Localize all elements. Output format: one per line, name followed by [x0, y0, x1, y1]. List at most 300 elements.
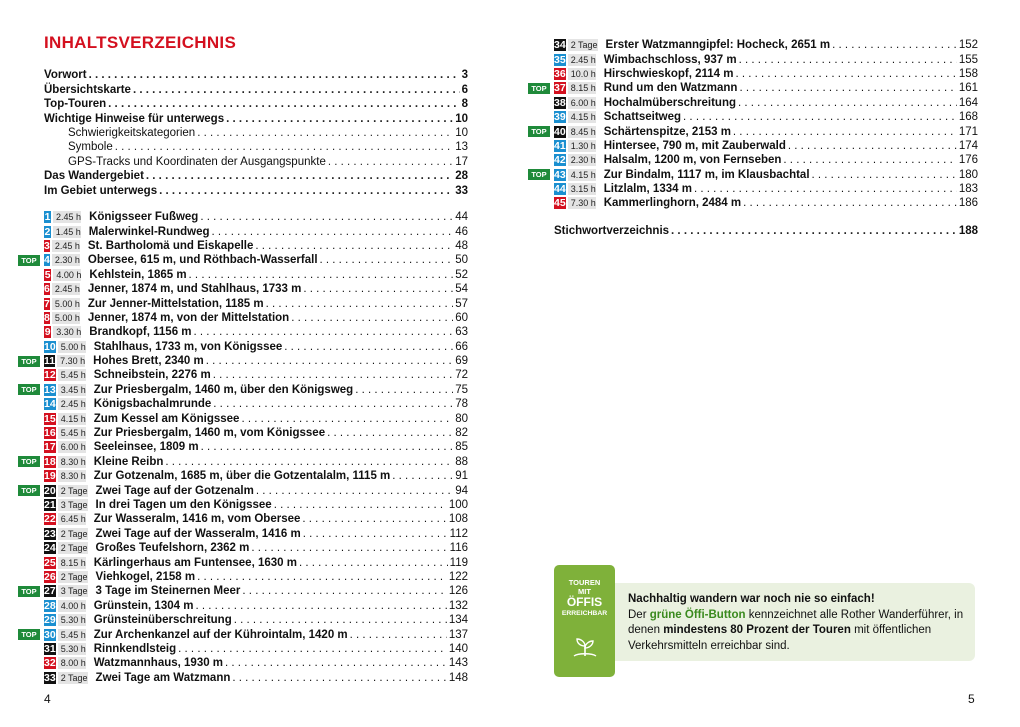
leader-dots [355, 384, 453, 396]
tour-number: 27 [44, 585, 56, 598]
tour-name: Rinnkendlsteig [93, 642, 177, 655]
tour-page: 155 [958, 53, 978, 66]
tour-page: 180 [958, 168, 978, 181]
leader-dots [812, 169, 957, 181]
page-number-left: 4 [44, 692, 51, 706]
leader-dots [743, 197, 957, 209]
tour-page: 78 [455, 398, 468, 411]
tour-name: Grünstein, 1304 m [93, 599, 194, 612]
tour-page: 100 [448, 499, 468, 511]
tour-name: Königsbachalmrunde [93, 398, 212, 411]
leader-dots [683, 111, 957, 123]
page-number-right: 5 [968, 692, 975, 706]
tour-duration: 4.00 h [58, 600, 86, 612]
tour-name: Zum Kessel am Königssee [93, 412, 240, 425]
tour-number: 36 [554, 67, 566, 80]
tour-name: Hintersee, 790 m, mit Zauberwald [603, 139, 786, 152]
tour-name: Schneibstein, 2276 m [93, 369, 211, 382]
tour-name: Zur Wasseralm, 1416 m, vom Obersee [93, 513, 301, 526]
tour-number: 5 [44, 268, 51, 281]
tour-name: Königsseer Fußweg [89, 211, 199, 224]
tour-page: 126 [448, 585, 468, 598]
tour-number: 12 [44, 369, 56, 382]
tour-page: 52 [455, 268, 468, 281]
tour-page: 72 [455, 369, 468, 382]
tour-name: Schattseitweg [603, 111, 682, 124]
tour-number: 45 [554, 197, 566, 210]
tour-entry[interactable] [44, 296, 468, 310]
tour-name: Erster Watzmanngipfel: Hocheck, 2651 m [605, 39, 831, 52]
tour-entry[interactable] [531, 168, 978, 182]
tour-page: 140 [448, 642, 468, 655]
top-tour-badge: TOP [528, 169, 550, 180]
tour-number: 19 [44, 470, 56, 483]
leader-dots [195, 600, 446, 612]
tour-number: 43 [554, 168, 566, 181]
tour-entry[interactable] [44, 656, 468, 670]
top-tour-badge: TOP [18, 456, 40, 467]
tour-page: 85 [455, 441, 468, 454]
tour-duration: 8.00 h [58, 657, 86, 669]
tour-entry[interactable] [44, 239, 468, 253]
toc-entry-label: Wichtige Hinweise für unterwegs [44, 112, 225, 125]
tour-entry[interactable] [21, 455, 468, 469]
tour-duration: 2 Tage [568, 39, 598, 51]
tour-page: 137 [448, 628, 468, 641]
tour-page: 54 [455, 283, 468, 296]
tour-duration: 2.45 h [53, 211, 81, 223]
toc-entry-label: Das Wandergebiet [44, 170, 144, 183]
leader-dots [226, 112, 453, 126]
leader-dots [242, 585, 446, 597]
leader-dots [291, 312, 453, 324]
toc-entry-label: Top-Touren [44, 98, 107, 111]
tour-name: 3 Tage im Steinernen Meer [95, 585, 241, 598]
tour-name: Kehlstein, 1865 m [89, 268, 187, 281]
leader-dots [694, 183, 957, 195]
tour-entry[interactable] [44, 210, 468, 224]
tour-name: Schärtenspitze, 2153 m [603, 125, 731, 138]
tour-number: 24 [44, 542, 56, 555]
tour-page: 112 [449, 527, 468, 540]
tour-duration: 5.00 h [52, 312, 80, 324]
leader-dots [212, 226, 454, 238]
tour-name: Wimbachschloss, 937 m [603, 53, 737, 66]
tour-entry[interactable] [21, 627, 468, 641]
leader-dots [89, 68, 460, 82]
tour-number: 4 [44, 254, 50, 267]
tour-number: 9 [44, 326, 51, 339]
tour-page: 119 [449, 556, 468, 569]
toc-entry-page: 17 [455, 155, 468, 168]
tour-page: 80 [455, 412, 468, 425]
leader-dots [302, 513, 446, 525]
tour-number: 35 [554, 53, 566, 66]
tour-entry[interactable] [44, 325, 468, 339]
tour-duration: 2 Tage [58, 528, 88, 540]
tour-number: 6 [44, 283, 50, 296]
tour-entry[interactable] [44, 555, 468, 569]
tour-page: 75 [455, 383, 468, 396]
leader-dots [284, 341, 453, 353]
tour-duration: 7.30 h [57, 355, 85, 367]
tour-duration: 2.45 h [58, 398, 86, 410]
tour-entry[interactable] [44, 613, 468, 627]
tour-page: 183 [958, 183, 978, 196]
tour-page: 171 [958, 125, 978, 138]
tour-entry[interactable] [554, 196, 978, 210]
tour-number: 39 [554, 111, 566, 124]
tour-duration: 2 Tage [58, 542, 88, 554]
tour-entry[interactable] [44, 268, 468, 282]
tour-duration: 2.45 h [568, 54, 596, 66]
leader-dots [350, 629, 447, 641]
tour-entry[interactable] [554, 96, 978, 110]
tour-number: 23 [44, 527, 56, 540]
tour-number: 42 [554, 154, 566, 167]
toc-tours-right [531, 38, 978, 211]
leader-dots [108, 97, 459, 111]
tour-duration: 8.30 h [58, 470, 86, 482]
tour-entry[interactable] [44, 599, 468, 613]
tour-duration: 6.00 h [58, 441, 86, 453]
tour-entry[interactable] [554, 139, 978, 153]
tour-duration: 8.30 h [58, 456, 86, 468]
tour-page: 143 [448, 657, 468, 670]
tour-name: Kärlingerhaus am Funtensee, 1630 m [93, 556, 297, 569]
oeffi-info-text [628, 592, 973, 654]
tour-duration: 7.30 h [568, 197, 596, 209]
tour-entry[interactable] [554, 153, 978, 167]
tour-name: In drei Tagen um den Königssee [95, 499, 272, 511]
tour-number: 7 [44, 297, 50, 310]
tour-name: Zwei Tage am Watzmann [95, 671, 231, 684]
tour-page: 148 [448, 671, 468, 684]
toc-entry[interactable] [44, 68, 468, 82]
tour-number: 17 [44, 441, 56, 454]
tour-entry[interactable] [21, 253, 468, 267]
leader-dots [133, 83, 460, 97]
tour-duration: 2.30 h [568, 154, 596, 166]
tour-entry[interactable] [554, 38, 978, 52]
tour-entry[interactable] [44, 469, 468, 483]
tour-duration: 8.15 h [568, 82, 596, 94]
tour-number: 34 [554, 39, 566, 52]
tour-duration: 2.45 h [52, 283, 80, 295]
tour-entry[interactable] [44, 541, 468, 555]
leader-dots [738, 97, 957, 109]
leader-dots [165, 456, 453, 468]
tour-name: Malerwinkel-Rundweg [88, 225, 210, 238]
tour-duration: 8.15 h [58, 557, 86, 569]
tour-entry[interactable] [44, 570, 468, 584]
tour-entry[interactable] [44, 368, 468, 382]
tour-number: 22 [44, 513, 56, 526]
tour-page: 168 [958, 111, 978, 124]
tour-duration: 3.15 h [568, 183, 596, 195]
tour-page: 63 [455, 326, 468, 339]
tour-duration: 4.00 h [53, 269, 81, 281]
toc-entry-page: 13 [455, 141, 468, 154]
leader-dots [197, 126, 453, 140]
leader-dots [115, 140, 453, 154]
leader-dots [225, 657, 447, 669]
tour-entry[interactable] [554, 52, 978, 66]
toc-entry-page: 28 [455, 170, 468, 183]
leader-dots [178, 643, 447, 655]
tour-entry[interactable] [21, 383, 468, 397]
tour-page: 122 [448, 570, 468, 583]
tour-page: 91 [455, 470, 468, 483]
tour-duration: 1.30 h [568, 140, 596, 152]
leader-dots [241, 413, 453, 425]
tour-name: Obersee, 615 m, und Röthbach-Wasserfall [87, 254, 318, 267]
tour-name: Rund um den Watzmann [603, 82, 738, 95]
toc-entry-page: 10 [455, 126, 468, 139]
toc-entry-page: 8 [461, 98, 468, 111]
leader-dots [201, 441, 454, 453]
toc-title: INHALTSVERZEICHNIS [44, 33, 237, 52]
toc-entry-page: 33 [455, 184, 468, 197]
tour-number: 18 [44, 455, 56, 468]
top-tour-badge: TOP [18, 255, 40, 266]
tour-page: 50 [455, 254, 468, 267]
tour-page: 66 [455, 340, 468, 353]
tour-entry[interactable] [44, 642, 468, 656]
tour-page: 152 [958, 39, 978, 52]
tour-entry[interactable] [44, 282, 468, 296]
tour-duration: 5.45 h [58, 629, 86, 641]
tour-entry[interactable] [44, 440, 468, 454]
tour-name: Zur Priesbergalm, 1460 m, über den Königsweg [93, 383, 354, 396]
tour-entry[interactable] [21, 354, 468, 368]
toc-index-entry [554, 224, 978, 238]
leader-dots [328, 155, 453, 169]
tour-page: 57 [455, 297, 468, 310]
tour-duration: 2.45 h [52, 240, 80, 252]
tour-entry[interactable] [44, 426, 468, 440]
tour-number: 28 [44, 599, 56, 612]
toc-entry-label: Im Gebiet unterwegs [44, 184, 158, 197]
tour-name: St. Bartholomä und Eiskapelle [87, 239, 254, 252]
leader-dots [739, 82, 956, 94]
tour-duration: 5.30 h [58, 614, 86, 626]
tour-page: 82 [455, 427, 468, 440]
tour-page: 158 [958, 67, 978, 80]
tour-page: 46 [455, 225, 468, 238]
tour-number: 3 [44, 239, 50, 252]
top-tour-badge: TOP [528, 83, 550, 94]
tour-number: 8 [44, 311, 50, 324]
tour-name: Brandkopf, 1156 m [89, 326, 192, 339]
leader-dots [733, 126, 957, 138]
leader-dots [146, 169, 453, 183]
tour-duration: 2 Tage [58, 571, 88, 583]
tour-duration: 5.00 h [58, 341, 86, 353]
tour-page: 161 [958, 82, 978, 95]
tour-entry[interactable] [44, 340, 468, 354]
leader-dots [194, 326, 454, 338]
tour-name: Großes Teufelshorn, 2362 m [95, 542, 250, 555]
tour-duration: 5.45 h [58, 369, 86, 381]
leader-dots [327, 427, 453, 439]
leader-dots [788, 140, 957, 152]
toc-entry-label: GPS-Tracks und Koordinaten der Ausgangspunkte [68, 155, 326, 168]
toc-tours-left [21, 210, 468, 685]
tour-name: Zur Jenner-Mittelstation, 1185 m [87, 297, 264, 310]
tour-page: 60 [455, 311, 468, 324]
leader-dots [197, 571, 447, 583]
tour-duration: 4.15 h [58, 413, 86, 425]
leader-dots [832, 39, 957, 51]
tour-duration: 3.45 h [58, 384, 86, 396]
tour-name: Grünsteinüberschreitung [93, 614, 232, 627]
tour-number: 2 [44, 225, 51, 238]
toc-entry-label: Schwierigkeitskategorien [68, 126, 196, 139]
toc-entry[interactable] [44, 126, 468, 140]
tour-number: 40 [554, 125, 566, 138]
tour-page: 164 [958, 96, 978, 109]
badge-line1: TOUREN [568, 578, 601, 587]
tour-entry[interactable] [21, 584, 468, 598]
tour-name: Kleine Reibn [93, 455, 164, 468]
tour-entry[interactable] [44, 397, 468, 411]
tour-name: Jenner, 1874 m, von der Mittelstation [87, 311, 290, 324]
toc-entry[interactable] [44, 111, 468, 125]
badge-line2: MIT [578, 587, 591, 596]
tour-page: 176 [958, 154, 978, 167]
tour-name: Jenner, 1874 m, und Stahlhaus, 1733 m [87, 283, 302, 296]
tour-duration: 3 Tage [58, 585, 88, 597]
tour-entry[interactable] [44, 498, 468, 512]
tour-duration: 2.30 h [52, 254, 80, 266]
tour-name: Seeleinsee, 1809 m [93, 441, 199, 454]
tour-page: 88 [455, 455, 468, 468]
toc-entry[interactable] [44, 169, 468, 183]
leader-dots [783, 154, 956, 166]
tour-name: Zwei Tage auf der Wasseralm, 1416 m [95, 527, 301, 540]
tour-number: 38 [554, 96, 566, 109]
tour-page: 44 [455, 211, 468, 224]
tour-duration: 5.30 h [58, 643, 86, 655]
toc-entry[interactable] [44, 154, 468, 168]
tour-name: Litzlalm, 1334 m [603, 183, 692, 196]
tour-number: 29 [44, 614, 56, 627]
tour-page: 186 [958, 197, 978, 210]
leader-dots [274, 499, 447, 511]
tour-duration: 10.0 h [568, 68, 596, 80]
tour-number: 31 [44, 642, 56, 655]
toc-entry[interactable] [44, 183, 468, 197]
tour-number: 13 [44, 383, 56, 396]
tour-entry[interactable] [554, 110, 978, 124]
info-paragraph: Der grüne Öffi-Button kennzeichnet alle Rother Wanderführer, in denen mindestens 80 Prozent der Touren mit öffentlichen Verkehrsmitteln erreichbar sind. [628, 608, 964, 652]
tour-duration: 1.45 h [53, 226, 81, 238]
leader-dots [299, 557, 448, 569]
tour-page: 94 [455, 484, 468, 497]
tour-page: 134 [448, 614, 468, 627]
toc-entry-label: Vorwort [44, 69, 87, 82]
leader-dots [735, 68, 956, 80]
tour-entry[interactable] [531, 81, 978, 95]
tour-number: 16 [44, 427, 56, 440]
tour-name: Zur Bindalm, 1117 m, im Klausbachtal [603, 168, 810, 181]
leader-dots [234, 614, 447, 626]
tour-entry[interactable] [44, 671, 468, 685]
leader-dots [256, 485, 453, 497]
toc-front-matter [44, 68, 468, 198]
toc-entry[interactable] [44, 82, 468, 96]
tour-number: 37 [554, 82, 566, 95]
tour-duration: 2 Tage [58, 672, 88, 684]
tour-entry[interactable] [44, 527, 468, 541]
tour-number: 32 [44, 657, 56, 670]
tour-number: 44 [554, 183, 566, 196]
tour-duration: 5.00 h [52, 298, 80, 310]
tour-name: Zur Priesbergalm, 1460 m, vom Königssee [93, 427, 326, 440]
tour-entry[interactable] [554, 182, 978, 196]
toc-entry-label: Übersichtskarte [44, 83, 131, 96]
tour-name: Viehkogel, 2158 m [95, 570, 196, 583]
leader-dots [206, 355, 453, 367]
leader-dots [303, 283, 453, 295]
tour-duration: 4.15 h [568, 111, 596, 123]
tour-page: 108 [448, 513, 468, 526]
tour-name: Watzmannhaus, 1930 m [93, 657, 224, 670]
info-headline: Nachhaltig wandern war noch nie so einfach! [628, 593, 875, 605]
plant-icon [554, 634, 615, 665]
leader-dots [266, 298, 454, 310]
right-page [510, 0, 1020, 727]
tour-page: 69 [455, 355, 468, 368]
tour-entry[interactable] [44, 411, 468, 425]
top-tour-badge: TOP [528, 126, 550, 137]
tour-entry[interactable] [21, 483, 468, 497]
top-tour-badge: TOP [18, 384, 40, 395]
tour-entry[interactable] [554, 67, 978, 81]
leader-dots [739, 54, 957, 66]
toc-entry-page: 3 [461, 69, 468, 82]
toc-entry[interactable] [44, 140, 468, 154]
tour-entry[interactable] [44, 224, 468, 238]
leader-dots [251, 542, 447, 554]
index-label: Stichwortverzeichnis [554, 225, 670, 238]
top-tour-badge: TOP [18, 586, 40, 597]
leader-dots [213, 369, 454, 381]
tour-name: Stahlhaus, 1733 m, von Königssee [93, 340, 283, 353]
tour-duration: 8.45 h [568, 126, 596, 138]
toc-entry[interactable] [44, 97, 468, 111]
tour-entry[interactable] [44, 311, 468, 325]
leader-dots [320, 254, 454, 266]
tour-name: Zwei Tage auf der Gotzenalm [95, 484, 254, 497]
index-row[interactable] [554, 224, 978, 238]
tour-name: Hirschwieskopf, 2114 m [603, 67, 734, 80]
tour-number: 20 [44, 484, 56, 497]
tour-entry[interactable] [44, 512, 468, 526]
tour-entry[interactable] [531, 124, 978, 138]
tour-number: 33 [44, 671, 56, 684]
tour-name: Kammerlinghorn, 2484 m [603, 197, 742, 210]
leader-dots [213, 398, 453, 410]
tour-number: 41 [554, 139, 566, 152]
badge-line3: ÖFFIS [566, 595, 603, 609]
tour-number: 1 [44, 211, 51, 224]
tour-number: 14 [44, 398, 56, 411]
leader-dots [303, 528, 448, 540]
tour-duration: 4.15 h [568, 169, 596, 181]
leader-dots [200, 211, 453, 223]
